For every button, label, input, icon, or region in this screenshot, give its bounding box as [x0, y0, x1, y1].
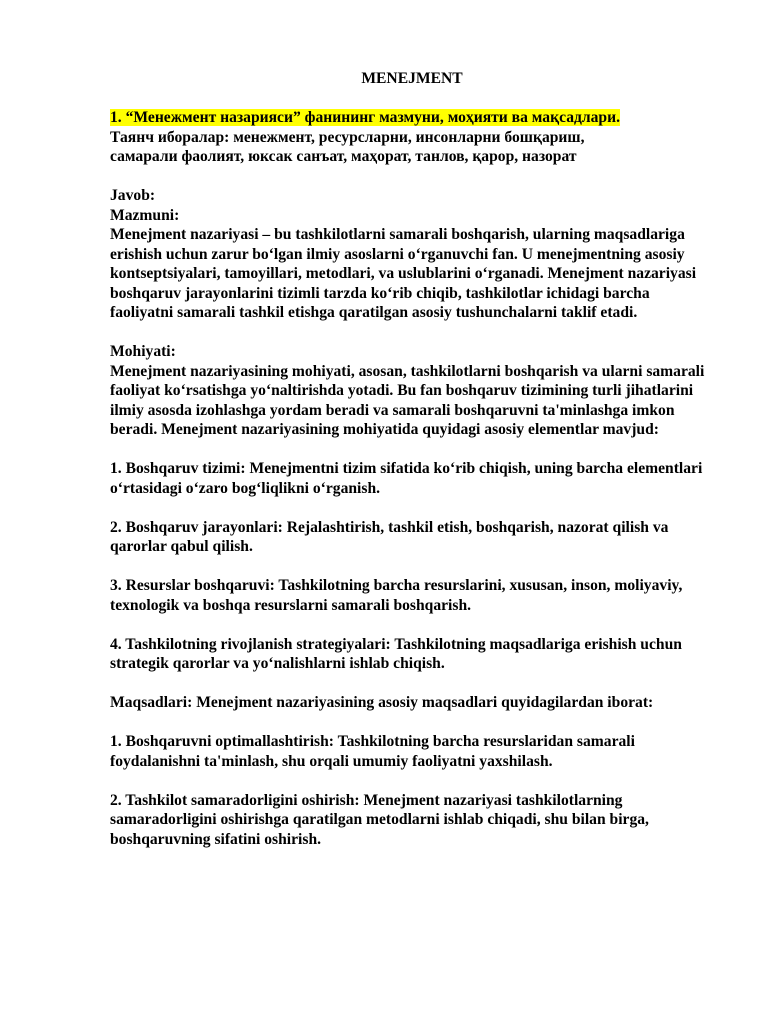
document-body [110, 69, 714, 849]
goal-item-2: 2. Tashkilot samaradorligini oshirish: Menejment nazariyasi tashkilotlarning samaradorligini oshirishga qaratilgan metodlarni ishlab chiqadi, shu bilan birga, boshqaruvning sifatini oshirish. [110, 791, 649, 848]
spacer [110, 167, 714, 187]
spacer [110, 771, 714, 791]
spacer [110, 498, 714, 518]
element-item-2: 2. Boshqaruv jarayonlari: Rejalashtirish, tashkil etish, boshqarish, nazorat qilish va qarorlar qabul qilish. [110, 518, 669, 555]
spacer [110, 440, 714, 460]
goal-item-1: 1. Boshqaruvni optimallashtirish: Tashkilotning barcha resurslaridan samarali foydalanishni ta'minlash, shu orqali umumiy faoliyatni yaxshilash. [110, 733, 635, 770]
key-terms-line-2: самарали фаолият, юксак санъат, маҳорат, танлов, қарор, назорат [110, 148, 577, 165]
spacer [110, 713, 714, 733]
spacer [110, 674, 714, 694]
content-paragraph: Menejment nazariyasi – bu tashkilotlarni samarali boshqarish, ularning maqsadlariga erishish uchun zarur bo‘lgan ilmiy asoslarni o‘rganuvchi fan. U menejmentning asosiy kontseptsiyalari, tamoyillari, metodlari, va uslublarini o‘rganadi. Menejment nazariyasi boshqaruv jarayonlarini tizimli tarzda ko‘rib chiqib, tashkilotlar ichidagi barcha faoliyatni samarali tashkil etishga qaratilgan asosiy tushunchalarni taklif etadi. [110, 226, 697, 321]
question-heading [110, 108, 714, 128]
spacer [110, 615, 714, 635]
element-item-1: 1. Boshqaruv tizimi: Menejmentni tizim sifatida ko‘rib chiqish, uning barcha elementlari o‘rtasidagi o‘zaro bog‘liqlikni o‘rganish. [110, 460, 703, 497]
goals-paragraph: Maqsadlari: Menejment nazariyasining asosiy maqsadlari quyidagilardan iborat: [110, 694, 654, 711]
answer-label: Javob: [110, 187, 156, 204]
spacer [110, 323, 714, 343]
highlighted-question: 1. “Менежмент назарияси” фанининг мазмуни, моҳияти ва мақсадлари. [110, 109, 620, 126]
element-item-3: 3. Resurslar boshqaruvi: Tashkilotning barcha resurslarini, xususan, inson, moliyaviy, texnologik va boshqa resurslarni samarali boshqarish. [110, 577, 683, 614]
spacer [110, 89, 714, 109]
key-terms [110, 128, 714, 167]
key-terms-line-1: Таянч иборалар: менежмент, ресурсларни, инсонларни бошқариш, [110, 128, 585, 146]
document-title: MENEJMENT [361, 70, 463, 87]
content-label: Mazmuni: [110, 206, 180, 224]
essence-label: Mohiyati: [110, 343, 176, 360]
essence-paragraph: Menejment nazariyasining mohiyati, asosan, tashkilotlarni boshqarish va ularni samarali faoliyat ko‘rsatishga yo‘naltirishda yotadi. Bu fan boshqaruv tizimining turli jihatlarini ilmiy asosda izohlashga yordam beradi va samarali boshqaruvni ta'minlashga imkon beradi. Menejment nazariyasining mohiyatida quyidagi asosiy elementlar mavjud: [110, 362, 705, 438]
element-item-4: 4. Tashkilotning rivojlanish strategiyalari: Tashkilotning maqsadlariga erishish uchun strategik qarorlar va yo‘nalishlarni ishlab chiqish. [110, 635, 682, 672]
spacer [110, 557, 714, 577]
